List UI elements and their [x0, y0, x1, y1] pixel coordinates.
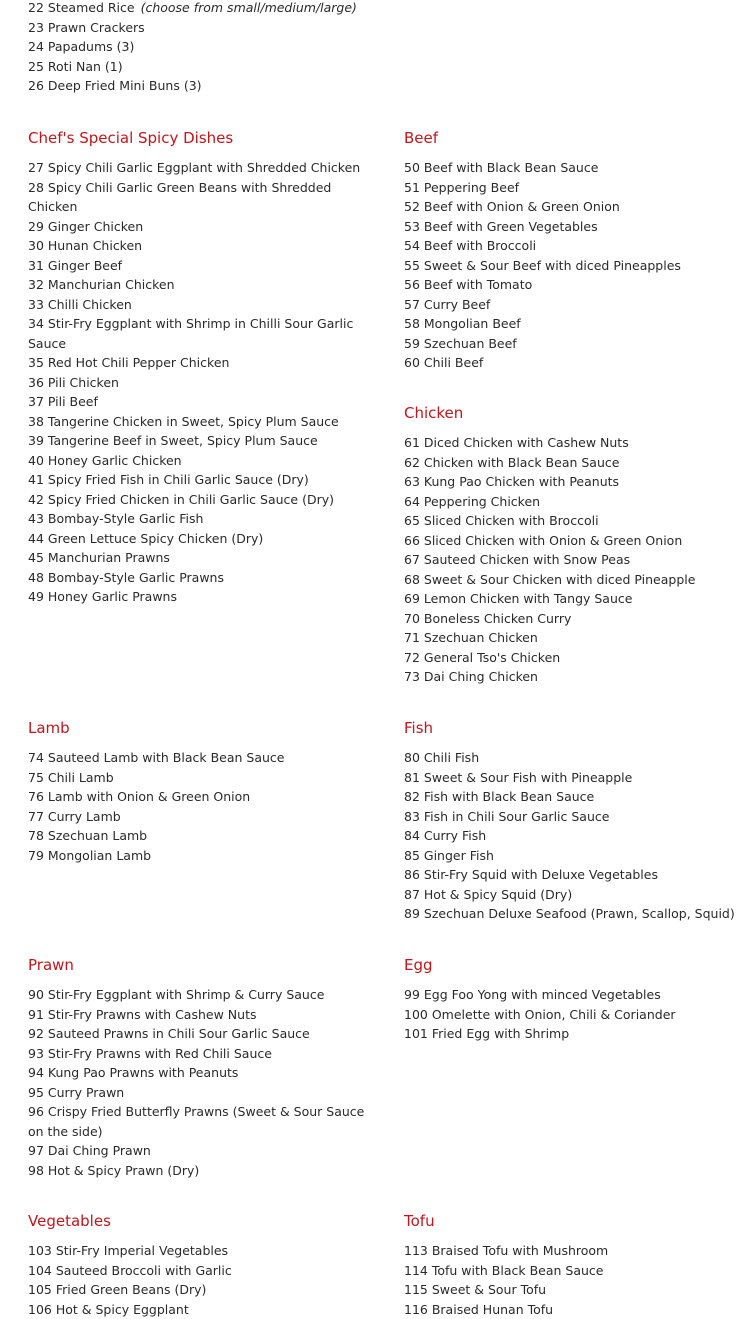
menu-item-name: Curry Beef [424, 297, 490, 312]
menu-item-number: 82 [404, 789, 420, 804]
menu-item [28, 985, 373, 1005]
menu-item-name: Beef with Black Bean Sauce [424, 160, 599, 175]
vegetables-list [28, 1241, 373, 1319]
menu-item-number: 44 [28, 531, 44, 546]
section-title-prawn: Prawn [28, 955, 373, 975]
section-title-egg: Egg [404, 955, 744, 975]
menu-item-name: Stir-Fry Prawns with Red Chili Sauce [48, 1046, 272, 1061]
menu-item-name: Hot & Spicy Eggplant [56, 1302, 189, 1317]
menu-item-number: 100 [404, 1007, 428, 1022]
menu-item [404, 472, 744, 492]
menu-item-name: Hot & Spicy Squid (Dry) [424, 887, 572, 902]
menu-item-name: Sauteed Prawns in Chili Sour Garlic Sauce [48, 1026, 310, 1041]
section-title-chefs-special: Chef's Special Spicy Dishes [28, 128, 373, 148]
chicken-list [404, 433, 744, 687]
menu-item-number: 86 [404, 867, 420, 882]
menu-item-name: Manchurian Prawns [48, 550, 170, 565]
menu-item-name: Curry Prawn [48, 1085, 124, 1100]
menu-item-number: 64 [404, 494, 420, 509]
section-egg [404, 955, 744, 1044]
menu-item-name: Bombay-Style Garlic Prawns [48, 570, 224, 585]
menu-item [28, 490, 373, 510]
menu-item [28, 236, 373, 256]
menu-item-number: 103 [28, 1243, 52, 1258]
menu-item-number: 40 [28, 453, 44, 468]
menu-item [404, 1300, 744, 1319]
menu-item-name: Fried Egg with Shrimp [432, 1026, 569, 1041]
menu-item-number: 69 [404, 591, 420, 606]
menu-item-number: 49 [28, 589, 44, 604]
menu-item [28, 256, 373, 276]
menu-item [404, 353, 744, 373]
menu-item [28, 1083, 373, 1103]
menu-item-number: 30 [28, 238, 44, 253]
menu-item-name: Omelette with Onion, Chili & Coriander [432, 1007, 676, 1022]
menu-item [404, 904, 744, 924]
menu-item [404, 667, 744, 687]
menu-item-name: Roti Nan (1) [48, 59, 123, 74]
section-title-lamb: Lamb [28, 718, 373, 738]
menu-item-name: Sweet & Sour Chicken with diced Pineapple [424, 572, 696, 587]
menu-item [404, 885, 744, 905]
menu-item-number: 90 [28, 987, 44, 1002]
menu-item [404, 1005, 744, 1025]
section-fish [404, 718, 744, 924]
menu-item [28, 1044, 373, 1064]
menu-item [404, 256, 744, 276]
menu-item-number: 39 [28, 433, 44, 448]
menu-item-name: Boneless Chicken Curry [424, 611, 571, 626]
menu-item [404, 197, 744, 217]
menu-item [404, 531, 744, 551]
menu-item [404, 158, 744, 178]
menu-item-name: Green Lettuce Spicy Chicken (Dry) [48, 531, 263, 546]
menu-item [404, 589, 744, 609]
menu-item [28, 1102, 373, 1141]
menu-item [28, 509, 373, 529]
menu-item [28, 548, 373, 568]
menu-item-name: Peppering Chicken [424, 494, 540, 509]
menu-item [404, 985, 744, 1005]
menu-item-name: Dai Ching Chicken [424, 669, 538, 684]
menu-item-name: Beef with Onion & Green Onion [424, 199, 620, 214]
menu-item-name: Sweet & Sour Fish with Pineapple [424, 770, 632, 785]
menu-item-number: 98 [28, 1163, 44, 1178]
menu-item-number: 79 [28, 848, 44, 863]
menu-item-name: Szechuan Chicken [424, 630, 538, 645]
menu-item [28, 1280, 373, 1300]
menu-item-number: 57 [404, 297, 420, 312]
menu-item [404, 846, 744, 866]
section-chefs-special [28, 128, 373, 607]
menu-item [28, 587, 373, 607]
section-title-fish: Fish [404, 718, 744, 738]
section-title-beef: Beef [404, 128, 744, 148]
menu-item [404, 807, 744, 827]
menu-item-number: 60 [404, 355, 420, 370]
menu-item [28, 37, 728, 57]
menu-item [404, 826, 744, 846]
menu-item-number: 37 [28, 394, 44, 409]
menu-item-number: 23 [28, 20, 44, 35]
menu-item [404, 314, 744, 334]
menu-item-name: Ginger Chicken [48, 219, 143, 234]
menu-item-name: Fish in Chili Sour Garlic Sauce [424, 809, 610, 824]
menu-item-name: Deep Fried Mini Buns (3) [48, 78, 202, 93]
menu-item-name: Fish with Black Bean Sauce [424, 789, 594, 804]
menu-item [404, 550, 744, 570]
menu-item-name: Dai Ching Prawn [48, 1143, 151, 1158]
menu-item-number: 48 [28, 570, 44, 585]
menu-item [404, 865, 744, 885]
menu-item [28, 217, 373, 237]
menu-item-name: Ginger Beef [48, 258, 122, 273]
menu-item-name: Crispy Fried Butterfly Prawns (Sweet & Sour Sauce on the side) [28, 1104, 364, 1139]
menu-item [28, 846, 373, 866]
menu-item-name: Sauteed Lamb with Black Bean Sauce [48, 750, 285, 765]
menu-item-number: 115 [404, 1282, 428, 1297]
menu-item-name: Szechuan Deluxe Seafood (Prawn, Scallop, Squid) [424, 906, 735, 921]
menu-item-number: 80 [404, 750, 420, 765]
menu-item-name: Stir-Fry Squid with Deluxe Vegetables [424, 867, 658, 882]
menu-item-name: Sweet & Sour Beef with diced Pineapples [424, 258, 681, 273]
menu-item [404, 609, 744, 629]
menu-item [404, 787, 744, 807]
menu-item-name: Mongolian Beef [424, 316, 521, 331]
menu-item-name: Braised Tofu with Mushroom [432, 1243, 608, 1258]
menu-item-number: 38 [28, 414, 44, 429]
menu-item-name: Ginger Fish [424, 848, 494, 863]
menu-item [28, 1300, 373, 1319]
menu-item [28, 373, 373, 393]
menu-item-name: Sauteed Chicken with Snow Peas [424, 552, 630, 567]
menu-item-number: 94 [28, 1065, 44, 1080]
menu-item-name: Stir-Fry Eggplant with Shrimp in Chilli Sour Garlic Sauce [28, 316, 353, 351]
menu-item [28, 1261, 373, 1281]
menu-item-number: 61 [404, 435, 420, 450]
menu-item-number: 51 [404, 180, 420, 195]
menu-item [28, 76, 728, 96]
menu-item-name: Mongolian Lamb [48, 848, 151, 863]
menu-item-name: Lamb with Onion & Green Onion [48, 789, 250, 804]
section-tofu [404, 1211, 744, 1319]
menu-item-number: 95 [28, 1085, 44, 1100]
menu-item-number: 52 [404, 199, 420, 214]
menu-item-name: Diced Chicken with Cashew Nuts [424, 435, 629, 450]
egg-list [404, 985, 744, 1044]
menu-item [28, 768, 373, 788]
menu-item [404, 433, 744, 453]
menu-item-number: 84 [404, 828, 420, 843]
menu-item-number: 22 [28, 0, 44, 15]
menu-item-name: Chilli Chicken [48, 297, 132, 312]
menu-item-name: Szechuan Beef [424, 336, 517, 351]
menu-item-name: Sauteed Broccoli with Garlic [56, 1263, 232, 1278]
menu-item [404, 178, 744, 198]
menu-item [404, 1024, 744, 1044]
menu-item-number: 93 [28, 1046, 44, 1061]
menu-item-number: 116 [404, 1302, 428, 1317]
menu-item [28, 178, 373, 217]
menu-item-name: Tangerine Chicken in Sweet, Spicy Plum Sauce [48, 414, 339, 429]
menu-item-number: 97 [28, 1143, 44, 1158]
menu-item-name: Egg Foo Yong with minced Vegetables [424, 987, 661, 1002]
menu-item-number: 77 [28, 809, 44, 824]
menu-item-name: Braised Hunan Tofu [432, 1302, 553, 1317]
menu-item [28, 353, 373, 373]
menu-item-number: 26 [28, 78, 44, 93]
menu-item-name: Prawn Crackers [48, 20, 145, 35]
menu-item [28, 1241, 373, 1261]
menu-item [404, 511, 744, 531]
menu-item-number: 45 [28, 550, 44, 565]
menu-item [28, 412, 373, 432]
menu-item-number: 35 [28, 355, 44, 370]
prawn-list [28, 985, 373, 1180]
menu-item-name: Stir-Fry Prawns with Cashew Nuts [48, 1007, 257, 1022]
menu-item-name: Spicy Chili Garlic Eggplant with Shredded Chicken [48, 160, 360, 175]
menu-item-number: 75 [28, 770, 44, 785]
menu-item-number: 50 [404, 160, 420, 175]
menu-item-number: 53 [404, 219, 420, 234]
menu-item [404, 236, 744, 256]
menu-item-name: Bombay-Style Garlic Fish [48, 511, 204, 526]
menu-item [404, 217, 744, 237]
menu-item-number: 105 [28, 1282, 52, 1297]
menu-item [28, 1024, 373, 1044]
menu-item-number: 25 [28, 59, 44, 74]
menu-item-number: 58 [404, 316, 420, 331]
menu-item-number: 24 [28, 39, 44, 54]
menu-item [404, 492, 744, 512]
menu-item [404, 295, 744, 315]
menu-item-name: Curry Lamb [48, 809, 121, 824]
menu-item-number: 66 [404, 533, 420, 548]
menu-item-number: 113 [404, 1243, 428, 1258]
menu-item [404, 1280, 744, 1300]
menu-item [28, 826, 373, 846]
menu-item-number: 31 [28, 258, 44, 273]
menu-item [28, 807, 373, 827]
menu-item-number: 83 [404, 809, 420, 824]
menu-item-name: Sliced Chicken with Onion & Green Onion [424, 533, 682, 548]
menu-item-number: 29 [28, 219, 44, 234]
menu-item-number: 56 [404, 277, 420, 292]
menu-item [28, 1063, 373, 1083]
menu-item [28, 1005, 373, 1025]
section-beef [404, 128, 744, 373]
menu-item-name: Chili Beef [424, 355, 483, 370]
menu-item-number: 67 [404, 552, 420, 567]
menu-item-name: Hot & Spicy Prawn (Dry) [48, 1163, 199, 1178]
menu-item-name: Kung Pao Prawns with Peanuts [48, 1065, 239, 1080]
chefs-special-list [28, 158, 373, 607]
menu-item [28, 529, 373, 549]
menu-item-number: 33 [28, 297, 44, 312]
menu-item-number: 81 [404, 770, 420, 785]
menu-item-name: Honey Garlic Chicken [48, 453, 182, 468]
menu-item [404, 768, 744, 788]
menu-item-name: Chicken with Black Bean Sauce [424, 455, 620, 470]
menu-item-number: 106 [28, 1302, 52, 1317]
menu-item-name: Sliced Chicken with Broccoli [424, 513, 599, 528]
menu-item [404, 275, 744, 295]
menu-item-number: 42 [28, 492, 44, 507]
menu-item-number: 89 [404, 906, 420, 921]
menu-item-number: 55 [404, 258, 420, 273]
menu-item [28, 568, 373, 588]
menu-item-name: Pili Beef [48, 394, 98, 409]
menu-item-name: Tofu with Black Bean Sauce [432, 1263, 604, 1278]
menu-item-number: 36 [28, 375, 44, 390]
beef-list [404, 158, 744, 373]
menu-item-name: Spicy Fried Chicken in Chili Garlic Sauce (Dry) [48, 492, 334, 507]
menu-item [28, 431, 373, 451]
menu-item [28, 275, 373, 295]
menu-item-number: 59 [404, 336, 420, 351]
menu-item-name: Chili Lamb [48, 770, 114, 785]
menu-item-name: Sweet & Sour Tofu [432, 1282, 546, 1297]
menu-item [404, 748, 744, 768]
menu-item-number: 68 [404, 572, 420, 587]
menu-item [28, 787, 373, 807]
menu-item [28, 18, 728, 38]
menu-item [28, 748, 373, 768]
menu-item-number: 71 [404, 630, 420, 645]
menu-item-number: 85 [404, 848, 420, 863]
menu-item-name: Curry Fish [424, 828, 486, 843]
menu-item-name: Spicy Fried Fish in Chili Garlic Sauce (Dry) [48, 472, 309, 487]
menu-item [404, 648, 744, 668]
menu-item-number: 72 [404, 650, 420, 665]
menu-item [28, 470, 373, 490]
fish-list [404, 748, 744, 924]
menu-item [404, 628, 744, 648]
menu-item-name: Peppering Beef [424, 180, 519, 195]
menu-item-number: 76 [28, 789, 44, 804]
section-chicken [404, 403, 744, 687]
menu-item [404, 1241, 744, 1261]
menu-item [28, 0, 728, 18]
sides-list [28, 0, 728, 96]
menu-item-number: 99 [404, 987, 420, 1002]
menu-item-name: Hunan Chicken [48, 238, 142, 253]
menu-item [404, 334, 744, 354]
menu-item-number: 65 [404, 513, 420, 528]
menu-item-name: Stir-Fry Imperial Vegetables [56, 1243, 228, 1258]
menu-item-note: (choose from small/medium/large) [141, 0, 357, 15]
menu-item-name: Fried Green Beans (Dry) [56, 1282, 207, 1297]
menu-item [28, 392, 373, 412]
menu-item-number: 63 [404, 474, 420, 489]
menu-item-number: 32 [28, 277, 44, 292]
menu-item-number: 91 [28, 1007, 44, 1022]
menu-item-number: 96 [28, 1104, 44, 1119]
menu-item-number: 27 [28, 160, 44, 175]
menu-item-name: Papadums (3) [48, 39, 134, 54]
tofu-list [404, 1241, 744, 1319]
menu-item-name: General Tso's Chicken [424, 650, 560, 665]
section-lamb [28, 718, 373, 865]
menu-item-name: Steamed Rice [48, 0, 135, 15]
menu-item-name: Szechuan Lamb [48, 828, 147, 843]
menu-item [28, 295, 373, 315]
section-title-tofu: Tofu [404, 1211, 744, 1231]
menu-item-number: 54 [404, 238, 420, 253]
menu-item-name: Lemon Chicken with Tangy Sauce [424, 591, 633, 606]
menu-item-number: 101 [404, 1026, 428, 1041]
menu-item-number: 41 [28, 472, 44, 487]
section-vegetables [28, 1211, 373, 1319]
section-title-chicken: Chicken [404, 403, 744, 423]
menu-item-name: Manchurian Chicken [48, 277, 175, 292]
menu-item-number: 92 [28, 1026, 44, 1041]
menu-item [28, 314, 373, 353]
menu-item-number: 62 [404, 455, 420, 470]
lamb-list [28, 748, 373, 865]
menu-item [28, 451, 373, 471]
section-prawn [28, 955, 373, 1180]
menu-item-number: 104 [28, 1263, 52, 1278]
menu-item-name: Pili Chicken [48, 375, 119, 390]
menu-item-name: Spicy Chili Garlic Green Beans with Shredded Chicken [28, 180, 331, 215]
menu-item-number: 34 [28, 316, 44, 331]
menu-item [404, 570, 744, 590]
menu-item [28, 158, 373, 178]
section-title-vegetables: Vegetables [28, 1211, 373, 1231]
menu-item-number: 78 [28, 828, 44, 843]
menu-item-number: 87 [404, 887, 420, 902]
menu-item [28, 1161, 373, 1181]
menu-item-name: Stir-Fry Eggplant with Shrimp & Curry Sauce [48, 987, 325, 1002]
menu-item-name: Kung Pao Chicken with Peanuts [424, 474, 619, 489]
menu-item-number: 114 [404, 1263, 428, 1278]
menu-item-number: 74 [28, 750, 44, 765]
menu-item-name: Honey Garlic Prawns [48, 589, 177, 604]
menu-item-name: Beef with Tomato [424, 277, 532, 292]
menu-item-number: 70 [404, 611, 420, 626]
menu-item [28, 1141, 373, 1161]
menu-item-name: Beef with Green Vegetables [424, 219, 598, 234]
menu-item-name: Beef with Broccoli [424, 238, 536, 253]
menu-item-number: 28 [28, 180, 44, 195]
menu-item-number: 43 [28, 511, 44, 526]
menu-item-name: Chili Fish [424, 750, 479, 765]
menu-item-name: Red Hot Chili Pepper Chicken [48, 355, 230, 370]
menu-item [28, 57, 728, 77]
menu-item-number: 73 [404, 669, 420, 684]
menu-item-name: Tangerine Beef in Sweet, Spicy Plum Sauce [48, 433, 318, 448]
menu-item [404, 1261, 744, 1281]
menu-item [404, 453, 744, 473]
